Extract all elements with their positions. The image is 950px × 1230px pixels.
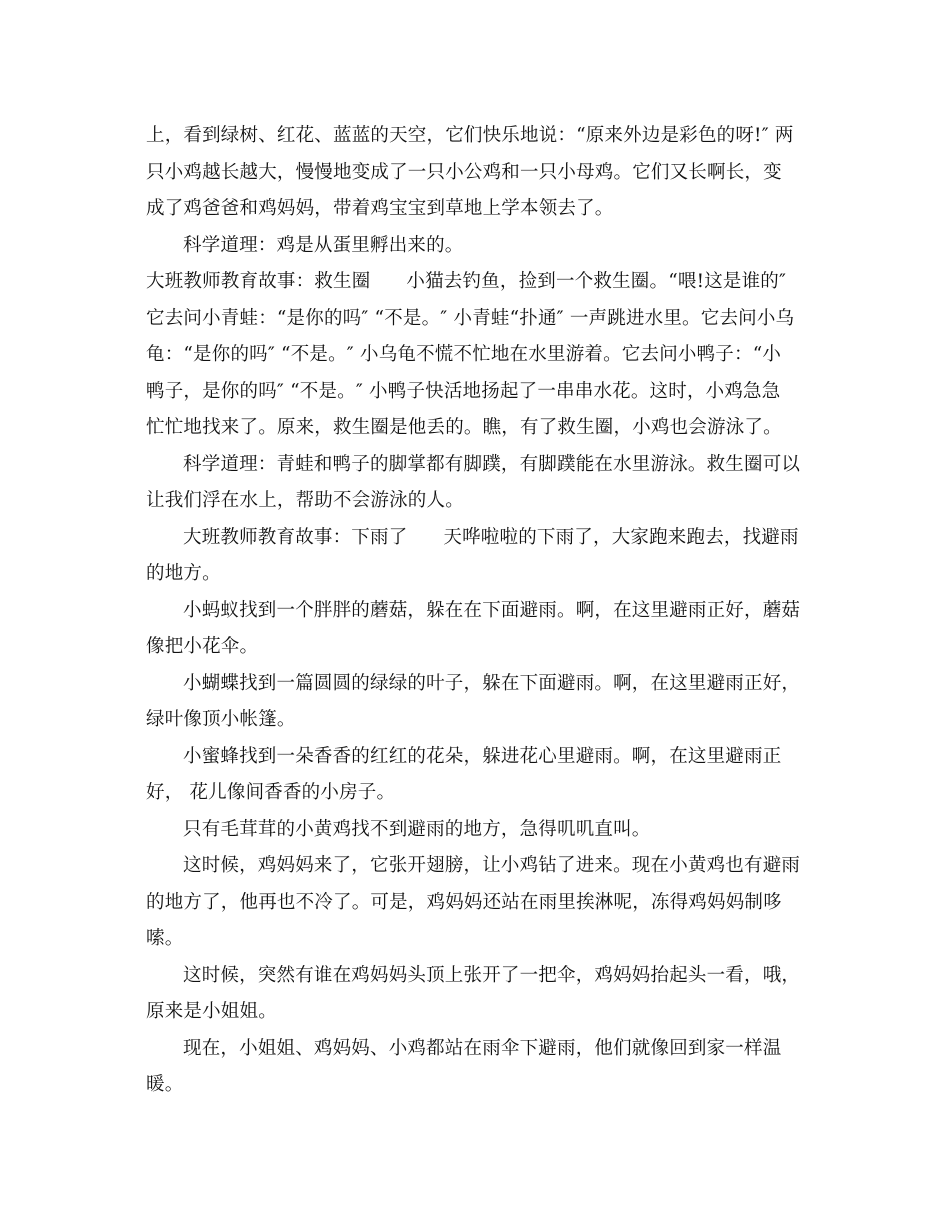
paragraph-line: 这时候，鸡妈妈来了，它张开翅膀，让小鸡钻了进来。现在小黄鸡也有避雨 — [183, 855, 801, 876]
paragraph-line: 忙忙地找来了。原来，救生圈是他丢的。瞧，有了救生圈，小鸡也会游泳了。 — [146, 417, 782, 438]
story-heading-line — [146, 264, 806, 301]
paragraph-line: 小蜜蜂找到一朵香香的红红的花朵，躲进花心里避雨。啊，在这里避雨正 — [183, 745, 782, 767]
science-note-line: 科学道理：青蛙和鸭子的脚掌都有脚蹼，有脚蹼能在水里游泳。救生圈可以 — [183, 453, 801, 475]
paragraph-line: 让我们浮在水上，帮助不会游泳的人。 — [146, 490, 464, 511]
paragraph-line: 原来是小姐姐。 — [146, 1001, 277, 1022]
story-opening-text: 天哗啦啦的下雨了，大家跑来跑去，找避雨 — [443, 526, 799, 548]
story-opening-text: 小猫去钓鱼，捡到一个救生圈。“喂!这是谁的″ — [406, 271, 787, 292]
paragraph-line: 鸭子，是你的吗″ “不是。″ 小鸭子快活地扬起了一串串水花。这时，小鸡急急 — [146, 380, 781, 402]
paragraph-line: 只有毛茸茸的小黄鸡找不到避雨的地方，急得叽叽直叫。 — [183, 818, 651, 840]
paragraph-line: 绿叶像顶小帐篷。 — [146, 709, 296, 730]
paragraph-line: 现在，小姐姐、鸡妈妈、小鸡都站在雨伞下避雨，他们就像回到家一样温 — [183, 1037, 782, 1059]
document-page — [146, 118, 806, 1104]
paragraph-line: 的地方了，他再也不冷了。可是，鸡妈妈还站在雨里挨淋呢，冻得鸡妈妈制哆 — [146, 891, 782, 913]
story-heading-line — [146, 520, 806, 557]
story-title-lifebuoy: 大班教师教育故事：救生圈 — [146, 271, 371, 292]
story-title-rain: 大班教师教育故事：下雨了 — [183, 526, 408, 548]
paragraph-line: 小蝴蝶找到一篇圆圆的绿绿的叶子，躲在下面避雨。啊，在这里避雨正好， — [183, 672, 801, 694]
paragraph-line: 只小鸡越长越大，慢慢地变成了一只小公鸡和一只小母鸡。它们又长啊长，变 — [146, 161, 782, 183]
paragraph-line: 它去问小青蛙：“是你的吗″ “不是。″ 小青蛙“扑通″ 一声跳进水里。它去问小乌 — [146, 307, 795, 329]
paragraph-line: 龟：“是你的吗″ “不是。″ 小乌龟不慌不忙地在水里游着。它去问小鸭子：“小 — [146, 344, 782, 365]
paragraph-line: 上，看到绿树、红花、蓝蓝的天空，它们快乐地说：“原来外边是彩色的呀!″ 两 — [146, 125, 794, 146]
paragraph-line: 小蚂蚁找到一个胖胖的蘑菇，躲在在下面避雨。啊，在这里避雨正好，蘑菇 — [183, 599, 801, 621]
science-note-line: 科学道理：鸡是从蛋里孵出来的。 — [183, 234, 464, 256]
paragraph-line: 的地方。 — [146, 563, 221, 584]
paragraph-line: 像把小花伞。 — [146, 636, 259, 657]
paragraph-line: 好， 花儿像间香香的小房子。 — [146, 782, 396, 803]
paragraph-line: 嗦。 — [146, 928, 184, 949]
paragraph-line: 成了鸡爸爸和鸡妈妈，带着鸡宝宝到草地上学本领去了。 — [146, 198, 614, 219]
paragraph-line: 暖。 — [146, 1074, 184, 1095]
paragraph-line: 这时候，突然有谁在鸡妈妈头顶上张开了一把伞，鸡妈妈抬起头一看，哦， — [183, 964, 801, 986]
